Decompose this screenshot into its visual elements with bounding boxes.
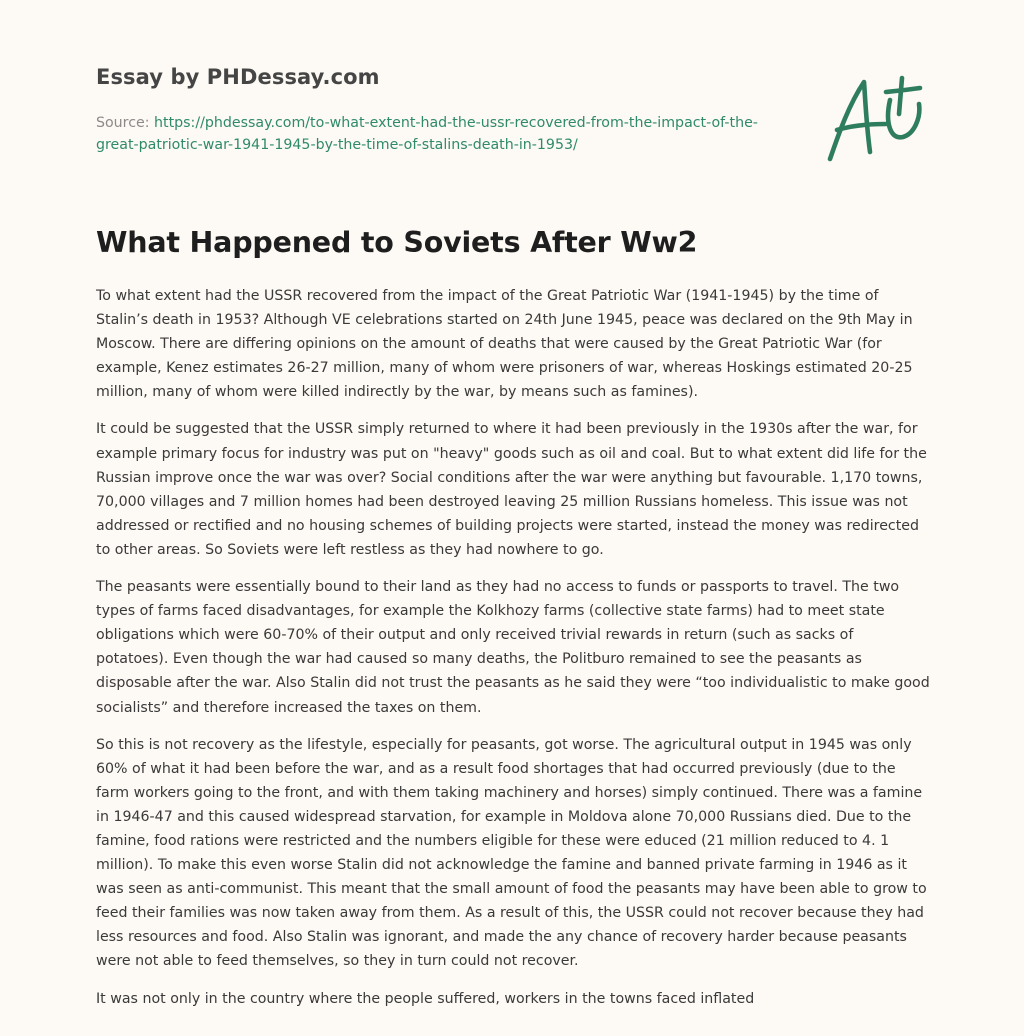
paragraph-2: It could be suggested that the USSR simply returned to where it had been previously in the 1930s after the war, for example primary focus for industry was put on "heavy" goods such as oil and coal. But to what extent did life for the Russian improve once the war was over? Social conditions after the war were anything but favourable. 1,170 towns, 70,000 villages and 7 million homes had been destroyed leaving 25 million Russians homeless. This issue was not addressed or rectified and no housing schemes of building projects were started, instead the money was redirected to other areas. So Soviets were left restless as they had nowhere to go. — [96, 421, 927, 558]
paragraph-5: It was not only in the country where the people suffered, workers in the towns faced inflated — [96, 990, 755, 1007]
source-label: Source: — [96, 115, 155, 131]
paragraph-1: To what extent had the USSR recovered from the impact of the Great Patriotic War (1941-1945) by the time of Stalin’s death in 1953? Although VE celebrations started on 24th June 1945, peace was declared on the 9th May in Moscow. There are differing opinions on the amount of deaths that were caused by the Great Patriotic War (for example, Kenez estimates 26-27 million, many of whom were prisoners of war, whereas Hoskings estimated 20-25 million, many of whom were killed indirectly by the war, by means such as famines). — [96, 288, 913, 401]
article-body — [96, 284, 930, 1024]
a-plus-logo-icon — [820, 68, 928, 166]
site-brand: Essay by PHDessay.com — [96, 65, 380, 89]
article-title: What Happened to Soviets After Ww2 — [96, 226, 698, 259]
source-link[interactable]: https://phdessay.com/to-what-extent-had-the-ussr-recovered-from-the-impact-of-the-great-patriotic-war-1941-1945-by-the-time-of-stalins-death-in-1953/ — [96, 115, 758, 153]
paragraph-3: The peasants were essentially bound to their land as they had no access to funds or passports to travel. The two types of farms faced disadvantages, for example the Kolkhozy farms (collective state farms) had to meet state obligations which were 60-70% of their output and only received trivial rewards in return (such as sacks of potatoes). Even though the war had caused so many deaths, the Politburo remained to see the peasants as disposable after the war. Also Stalin did not trust the peasants as he said they were “too individualistic to make good socialists” and therefore increased the taxes on them. — [96, 579, 930, 716]
source-line — [96, 112, 776, 156]
paragraph-4: So this is not recovery as the lifestyle, especially for peasants, got worse. The agricultural output in 1945 was only 60% of what it had been before the war, and as a result food shortages that had occurred previously (due to the farm workers going to the front, and with them taking machinery and horses) simply continued. There was a famine in 1946-47 and this caused widespread starvation, for example in Moldova alone 70,000 Russians died. Due to the famine, food rations were restricted and the numbers eligible for these were educed (21 million reduced to 4. 1 million). To make this even worse Stalin did not acknowledge the famine and banned private farming in 1946 as it was seen as anti-communist. This meant that the small amount of food the peasants may have been able to grow to feed their families was now taken away from them. As a result of this, the USSR could not recover because they had less resources and food. Also Stalin was ignorant, and made the any chance of recovery harder because peasants were not able to feed themselves, so they in turn could not recover. — [96, 736, 927, 970]
